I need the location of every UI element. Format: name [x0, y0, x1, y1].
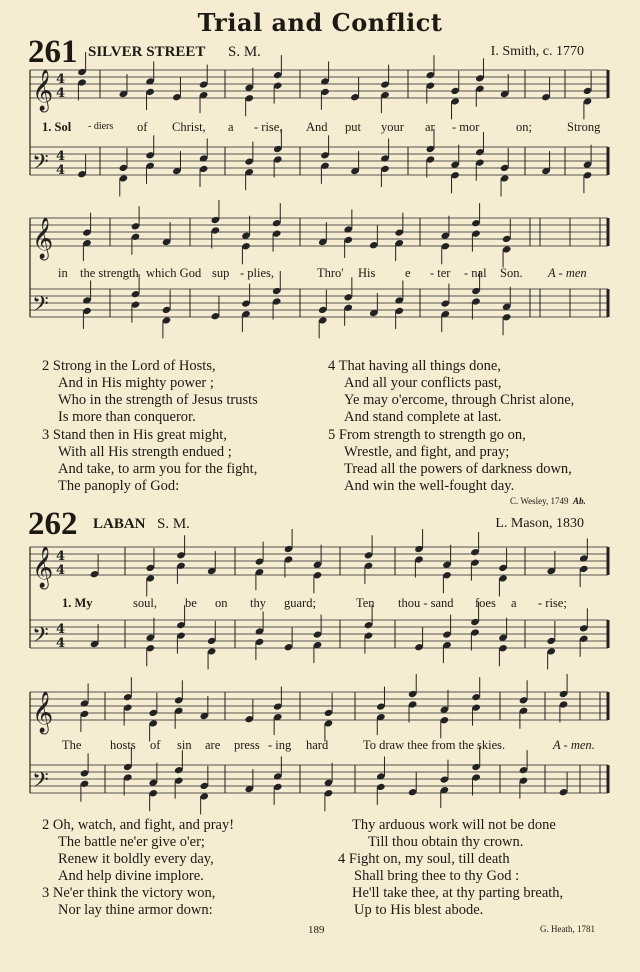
lyric-262-1-11: - rise;	[538, 596, 567, 610]
lyric-261-1-11: - mor	[452, 120, 480, 134]
lyric-261-1-7: And	[306, 120, 328, 134]
hymn-261-meter: S. M.	[228, 44, 261, 60]
lyric-262-2-7: - ing	[268, 738, 292, 752]
hymn-261-composer: I. Smith, c. 1770	[490, 44, 584, 59]
hymn-262-number: 262	[28, 506, 78, 542]
lyric-262-1-6: guard;	[284, 596, 316, 610]
lyric-261-2-8: e	[405, 266, 411, 280]
hymn-261-stanza-3: 3 Stand then in His great might, With all His strength endued ; And take, to arm you for the fight, The panoply of God:	[42, 427, 258, 494]
bass-clef-icon: 𝄢	[32, 623, 49, 653]
lyric-261-2-12: A - men	[548, 266, 587, 280]
hymn-261-stanza-4: 4 That having all things done, And all your conflicts past, Ye may o'ercome, through Christ alone, And stand complete at last.	[328, 358, 575, 425]
lyric-261-1-4: Christ,	[172, 120, 206, 134]
time-signature-icon: 4	[56, 149, 66, 164]
lyric-262-2-6: press	[234, 738, 260, 752]
bass-clef-icon: 𝄢	[32, 150, 49, 180]
lyric-261-2-1: in	[58, 266, 68, 280]
lyric-261-2-2: the strength	[80, 266, 139, 280]
lyric-262-1-8: thou - sand	[398, 596, 454, 610]
hymn-261-tune-name: SILVER STREET	[88, 44, 206, 60]
hymn-262-credit: G. Heath, 1781	[540, 924, 595, 934]
time-signature-icon: 4	[56, 72, 66, 87]
lyric-261-1-10: ar	[425, 120, 435, 134]
lyric-262-1-3: be	[185, 596, 197, 610]
lyric-261-2-10: - nal	[464, 266, 487, 280]
lyric-262-2-8: hard	[306, 738, 329, 752]
lyric-262-2-10: A - men.	[553, 738, 595, 752]
lyric-262-2-4: sin	[177, 738, 192, 752]
lyric-261-2-4: sup	[212, 266, 230, 280]
time-signature-icon: 4	[56, 86, 66, 101]
lyric-261-1-12: on;	[516, 120, 532, 134]
lyric-262-1-9: foes	[475, 596, 496, 610]
lyric-262-1-7: Ten	[356, 596, 375, 610]
lyric-261-2-3: which God	[146, 266, 202, 280]
lyric-261-1-8: put	[345, 120, 361, 134]
time-signature-icon: 4	[56, 549, 66, 564]
lyric-262-2-1: The	[62, 738, 82, 752]
page-number: 189	[308, 924, 325, 936]
hymn-261-credit: C. Wesley, 1749 Ab.	[510, 496, 586, 506]
lyric-261-1-1: 1. Sol	[42, 120, 72, 134]
time-signature-icon: 4	[56, 563, 66, 578]
lyric-261-2-6: Thro'	[317, 266, 344, 280]
hymn-262-stanza-3-continued: Thy arduous work will not be done Till thou obtain thy crown.	[352, 817, 556, 850]
hymn-262-tune-name: LABAN	[93, 516, 146, 532]
bass-clef-icon: 𝄢	[32, 292, 49, 322]
lyric-261-2-11: Son.	[500, 266, 523, 280]
hymn-261-stanza-5: 5 From strength to strength go on, Wrestle, and fight, and pray; Tread all the powers of darkness down, And win the well-fought day.	[328, 427, 572, 494]
lyric-262-2-5: are	[205, 738, 221, 752]
hymn-262-stanza-4: 4 Fight on, my soul, till death Shall bring thee to thy God : He'll take thee, at thy parting breath, Up to His blest abode.	[338, 851, 564, 918]
lyric-262-1-2: soul,	[133, 596, 157, 610]
lyric-261-1-9: your	[381, 120, 404, 134]
treble-clef-icon: 𝄞	[32, 218, 54, 259]
hymn-261-stanza-2: 2 Strong in the Lord of Hosts, And in His mighty power ; Who in the strength of Jesus trusts Is more than conqueror.	[42, 358, 258, 425]
lyric-261-1-6: - rise,	[254, 120, 283, 134]
lyric-261-2-5: - plies,	[240, 266, 275, 280]
lyric-261-2-9: - ter	[430, 266, 451, 280]
hymn-262-meter: S. M.	[157, 516, 190, 532]
lyric-261-2-7: His	[358, 266, 376, 280]
lyric-262-2-2: hosts	[110, 738, 136, 752]
lyric-261-1-13: Strong	[567, 120, 601, 134]
lyric-261-1-3: of	[137, 120, 148, 134]
time-signature-icon: 4	[56, 622, 66, 637]
page-title: Trial and Conflict	[197, 8, 443, 37]
hymn-261-number: 261	[28, 34, 78, 70]
treble-clef-icon: 𝄞	[32, 547, 54, 588]
hymn-262-composer: L. Mason, 1830	[495, 516, 584, 531]
lyric-262-1-10: a	[511, 596, 517, 610]
lyric-261-1-5: a	[228, 120, 234, 134]
lyric-262-1-5: thy	[250, 596, 266, 610]
lyric-262-1-4: on	[215, 596, 228, 610]
treble-clef-icon: 𝄞	[32, 70, 54, 111]
treble-clef-icon: 𝄞	[32, 692, 54, 733]
lyric-262-2-9: To draw thee from the skies.	[363, 738, 506, 752]
lyric-262-2-3: of	[150, 738, 161, 752]
time-signature-icon: 4	[56, 163, 66, 178]
lyric-262-1-1: 1. My	[62, 596, 93, 610]
time-signature-icon: 4	[56, 636, 66, 651]
hymn-262-stanza-3: 3 Ne'er think the victory won, Nor lay thine armor down:	[42, 885, 216, 918]
hymn-262-stanza-2: 2 Oh, watch, and fight, and pray! The battle ne'er give o'er; Renew it boldly every day, And help divine implore.	[42, 817, 235, 884]
bass-clef-icon: 𝄢	[32, 768, 49, 798]
lyric-261-1-2: - diers	[88, 121, 114, 132]
